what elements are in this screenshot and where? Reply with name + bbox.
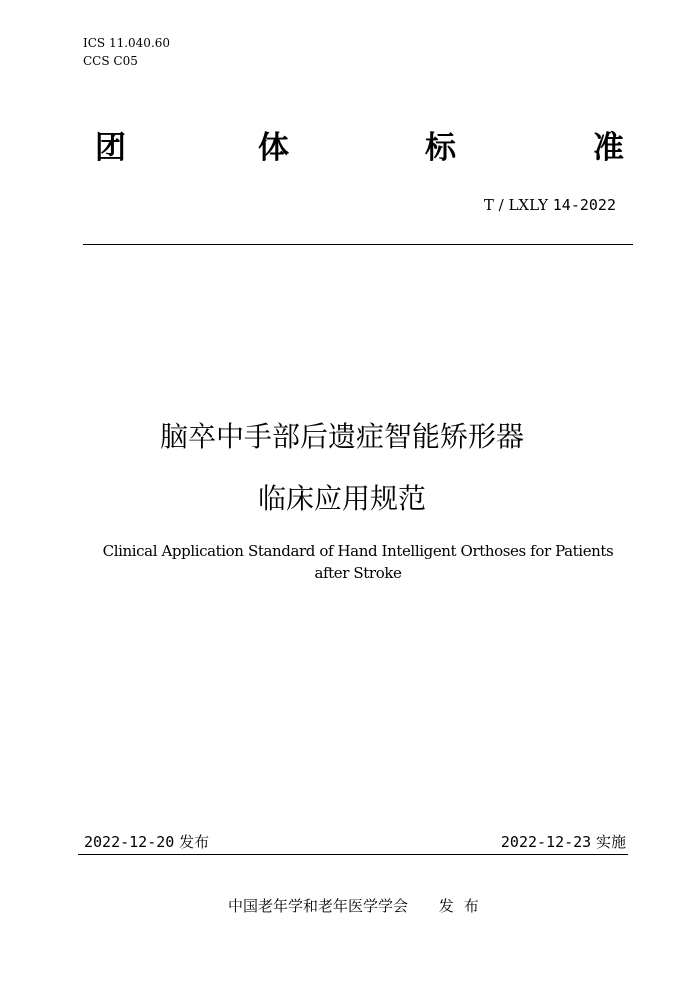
standard-number-value: 14-2022 [552,196,616,214]
footer-divider [78,854,628,855]
ics-code: ICS 11.040.60 [83,36,171,50]
ccs-code: CCS C05 [83,54,138,68]
standard-type-heading [95,128,630,168]
publisher-verb: 发布 [438,897,489,915]
english-title [78,540,638,584]
publisher-name: 中国老年学和老年医学学会 [228,897,409,915]
publisher-line [228,896,489,916]
implement-date-label: 实施 [595,833,626,851]
header-divider [83,244,633,245]
english-title-line-1: Clinical Application Standard of Hand Intelligent Orthoses for Patients [102,542,614,560]
publish-date-label: 发布 [179,833,210,851]
standard-type-char: 体 [258,130,289,166]
implement-date-value: 2022-12-23 [500,833,592,851]
standard-number-prefix: T / LXLY [483,196,548,214]
standard-type-char: 标 [425,130,456,166]
chinese-title-line-1: 脑卒中手部后遗症智能矫形器 [159,420,524,453]
chinese-title-line-2: 临床应用规范 [257,482,426,515]
standard-number [484,195,616,215]
standard-type-char: 团 [95,130,126,166]
implement-date [501,832,626,852]
standard-type-char: 准 [593,130,624,166]
publish-date-value: 2022-12-20 [84,833,175,851]
publish-date [84,832,209,852]
english-title-line-2: after Stroke [314,564,402,582]
